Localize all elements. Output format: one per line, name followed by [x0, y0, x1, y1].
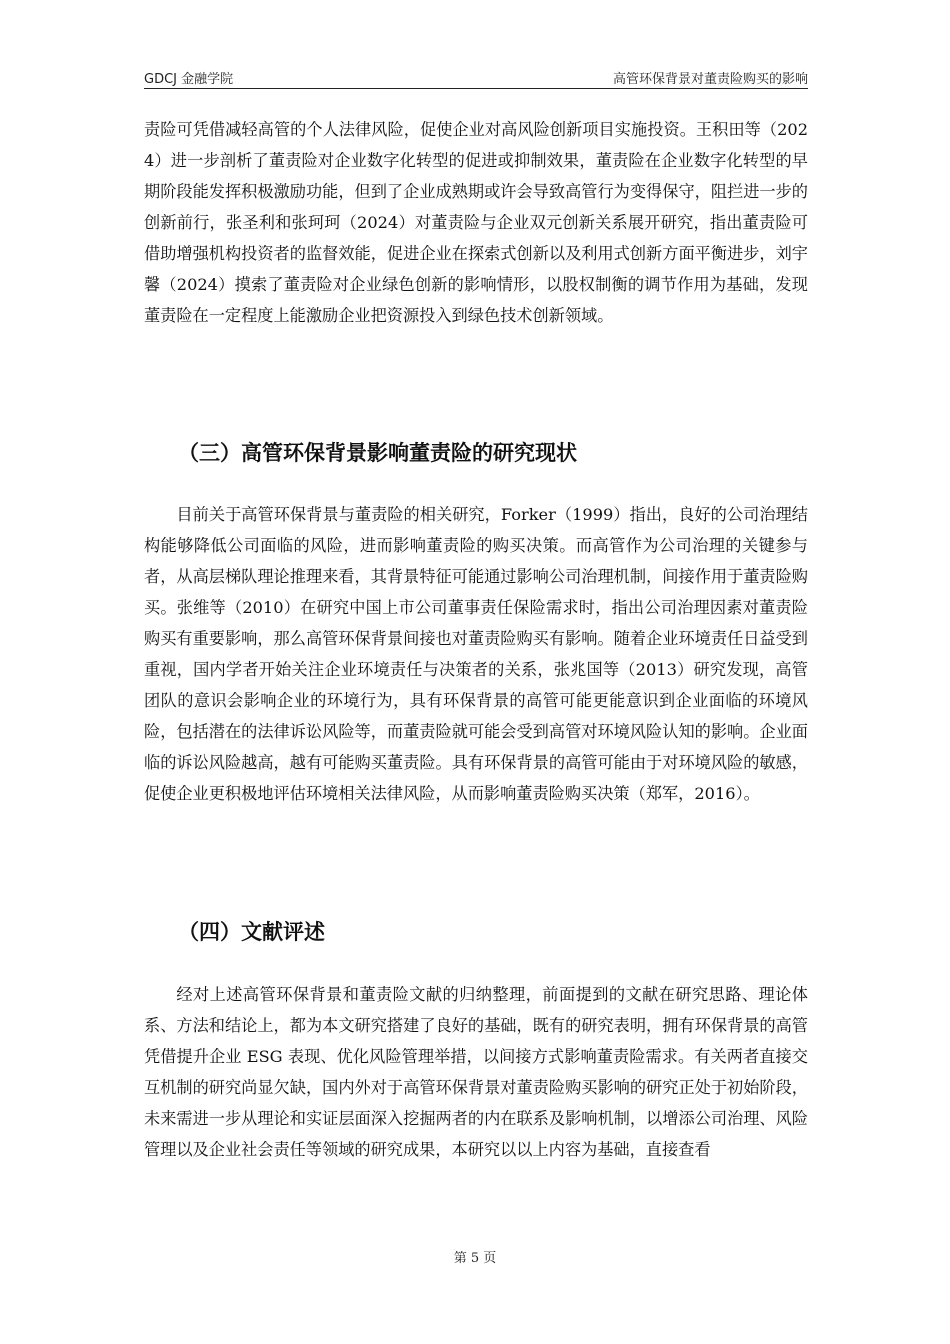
- paragraph-block-1: [144, 114, 808, 331]
- page-header: [144, 66, 808, 89]
- paragraph-research-status: 目前关于高管环保背景与董责险的相关研究，Forker（1999）指出，良好的公司治理结构能够降低公司面临的风险，进而影响董责险的购买决策。而高管作为公司治理的关键参与者，从高层梯队理论推理来看，其背景特征可能通过影响公司治理机制，间接作用于董责险购买。张维等（2010）在研究中国上市公司董事责任保险需求时，指出公司治理因素对董责险购买有重要影响，那么高管环保背景间接也对董责险购买有影响。随着企业环境责任日益受到重视，国内学者开始关注企业环境责任与决策者的关系，张兆国等（2013）研究发现，高管团队的意识会影响企业的环境行为，具有环保背景的高管可能更能意识到企业面临的环境风险，包括潜在的法律诉讼风险等，而董责险就可能会受到高管对环境风险认知的影响。企业面临的诉讼风险越高，越有可能购买董责险。具有环保背景的高管可能由于对环境风险的敏感，促使企业更积极地评估环境相关法律风险，从而影响董责险购买决策（郑军，2016）。: [144, 505, 808, 803]
- section-heading-4: （四）文献评述: [178, 920, 325, 944]
- page-number: 第 5 页: [453, 1251, 497, 1266]
- paragraph-continuation: 责险可凭借减轻高管的个人法律风险，促使企业对高风险创新项目实施投资。王积田等（2024）进一步剖析了董责险对企业数字化转型的促进或抑制效果，董责险在企业数字化转型的早期阶段能发挥积极激励功能，但到了企业成熟期或许会导致高管行为变得保守，阻拦进一步的创新前行，张圣利和张珂珂（2024）对董责险与企业双元创新关系展开研究，指出董责险可借助增强机构投资者的监督效能，促进企业在探索式创新以及利用式创新方面平衡进步，刘宇馨（2024）摸索了董责险对企业绿色创新的影响情形，以股权制衡的调节作用为基础，发现董责险在一定程度上能激励企业把资源投入到绿色技术创新领域。: [144, 120, 808, 325]
- paragraph-block-2: [144, 499, 808, 809]
- header-institution: GDCJ 金融学院: [144, 72, 234, 87]
- section-heading-3: （三）高管环保背景影响董责险的研究现状: [178, 441, 577, 465]
- paragraph-block-3: [144, 979, 808, 1165]
- paragraph-literature-review: 经对上述高管环保背景和董责险文献的归纳整理，前面提到的文献在研究思路、理论体系、方法和结论上，都为本文研究搭建了良好的基础，既有的研究表明，拥有环保背景的高管凭借提升企业 ESG 表现、优化风险管理举措，以间接方式影响董责险需求。有关两者直接交互机制的研究尚显欠缺，国内外对于高管环保背景对董责险购买影响的研究正处于初始阶段，未来需进一步从理论和实证层面深入挖掘两者的内在联系及影响机制，以增添公司治理、风险管理以及企业社会责任等领域的研究成果，本研究以以上内容为基础，直接查看: [144, 985, 808, 1159]
- header-paper-title: 高管环保背景对董责险购买的影响: [612, 72, 808, 87]
